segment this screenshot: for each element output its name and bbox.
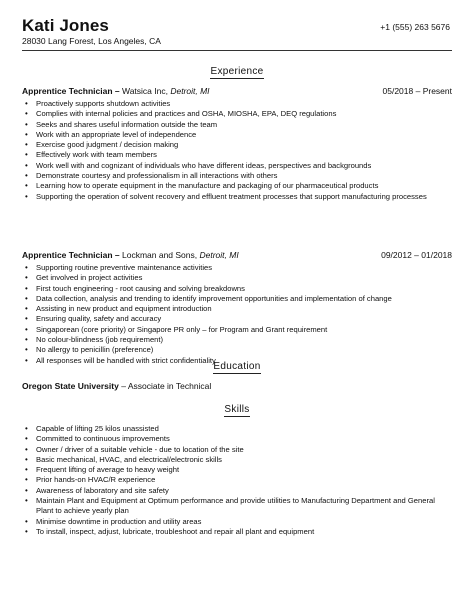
- job-dates: 09/2012 – 01/2018: [381, 250, 452, 260]
- list-item: • Capable of lifting 25 kilos unassisted: [22, 424, 452, 434]
- job-location: Detroit, MI: [170, 86, 210, 96]
- job-title: Apprentice Technician –: [22, 86, 120, 96]
- skills-heading: Skills: [224, 404, 250, 415]
- school-name: Oregon State University: [22, 381, 119, 391]
- list-item: • Committed to continuous improvements: [22, 434, 452, 444]
- candidate-name: Kati Jones: [22, 16, 109, 35]
- company: Lockman and Sons,: [119, 250, 200, 260]
- list-item: • Exercise good judgment / decision making: [22, 140, 452, 150]
- list-item: • No allergy to penicillin (preference): [22, 345, 452, 355]
- list-item: • Ensuring quality, safety and accuracy: [22, 314, 452, 324]
- job-location: Detroit, MI: [199, 250, 239, 260]
- list-item: • Demonstrate courtesy and professionalism in all interactions with others: [22, 171, 452, 181]
- job-bullet-list: [22, 263, 452, 366]
- list-item: • Complies with internal policies and practices and OSHA, MIOSHA, EPA, DEQ regulations: [22, 109, 452, 119]
- list-item: • First touch engineering - root causing and solving breakdowns: [22, 284, 452, 294]
- list-item: • Assisting in new product and equipment introduction: [22, 304, 452, 314]
- skills-bullet-list: [22, 424, 452, 537]
- job-header: [22, 86, 452, 96]
- address: 28030 Lang Forest, Los Angeles, CA: [22, 36, 161, 46]
- job-title: Apprentice Technician –: [22, 250, 120, 260]
- list-item: • Minimise downtime in production and utility areas: [22, 517, 452, 527]
- list-item: • All responses will be handled with strict confidentiality: [22, 356, 452, 366]
- phone-number: +1 (555) 263 5676: [380, 22, 450, 32]
- list-item: • No colour-blindness (job requirement): [22, 335, 452, 345]
- list-item: • Basic mechanical, HVAC, and electrical/electronic skills: [22, 455, 452, 465]
- degree: – Associate in Technical: [118, 381, 212, 391]
- job-dates: 05/2018 – Present: [382, 86, 452, 96]
- list-item: • To install, inspect, adjust, lubricate, troubleshoot and repair all plant and equipment: [22, 527, 452, 537]
- company: Watsica Inc,: [119, 86, 171, 96]
- list-item: • Owner / driver of a suitable vehicle - due to location of the site: [22, 445, 452, 455]
- list-item: • Awareness of laboratory and site safety: [22, 486, 452, 496]
- job-header: [22, 250, 452, 260]
- list-item: • Singaporean (core priority) or Singapore PR only – for Program and Grant requirement: [22, 325, 452, 335]
- list-item: • Supporting the operation of solvent recovery and effluent treatment processes that support manufacturing processes: [22, 192, 452, 202]
- list-item: • Data collection, analysis and trending to identify improvement opportunities and implementation of change: [22, 294, 452, 304]
- list-item: • Get involved in project activities: [22, 273, 452, 283]
- list-item: • Effectively work with team members: [22, 150, 452, 160]
- header-divider: [22, 50, 452, 51]
- list-item: • Proactively supports shutdown activities: [22, 99, 452, 109]
- job-bullet-list: [22, 99, 452, 202]
- list-item: • Work with an appropriate level of independence: [22, 130, 452, 140]
- list-item: • Seeks and shares useful information outside the team: [22, 120, 452, 130]
- list-item: • Maintain Plant and Equipment at Optimum performance and provide utilities to Manufacturing Department and General Plant to achieve yearly plan: [22, 496, 452, 517]
- experience-heading: Experience: [210, 66, 264, 77]
- list-item: • Frequent lifting of average to heavy weight: [22, 465, 452, 475]
- list-item: • Supporting routine preventive maintenance activities: [22, 263, 452, 273]
- list-item: • Learning how to operate equipment in the manufacture and packaging of our pharmaceutical products: [22, 181, 452, 191]
- list-item: • Prior hands-on HVAC/R experience: [22, 475, 452, 485]
- list-item: • Work well with and cognizant of individuals who have different ideas, perspectives and backgrounds: [22, 161, 452, 171]
- education-entry: [22, 381, 211, 391]
- education-heading: Education: [213, 361, 261, 372]
